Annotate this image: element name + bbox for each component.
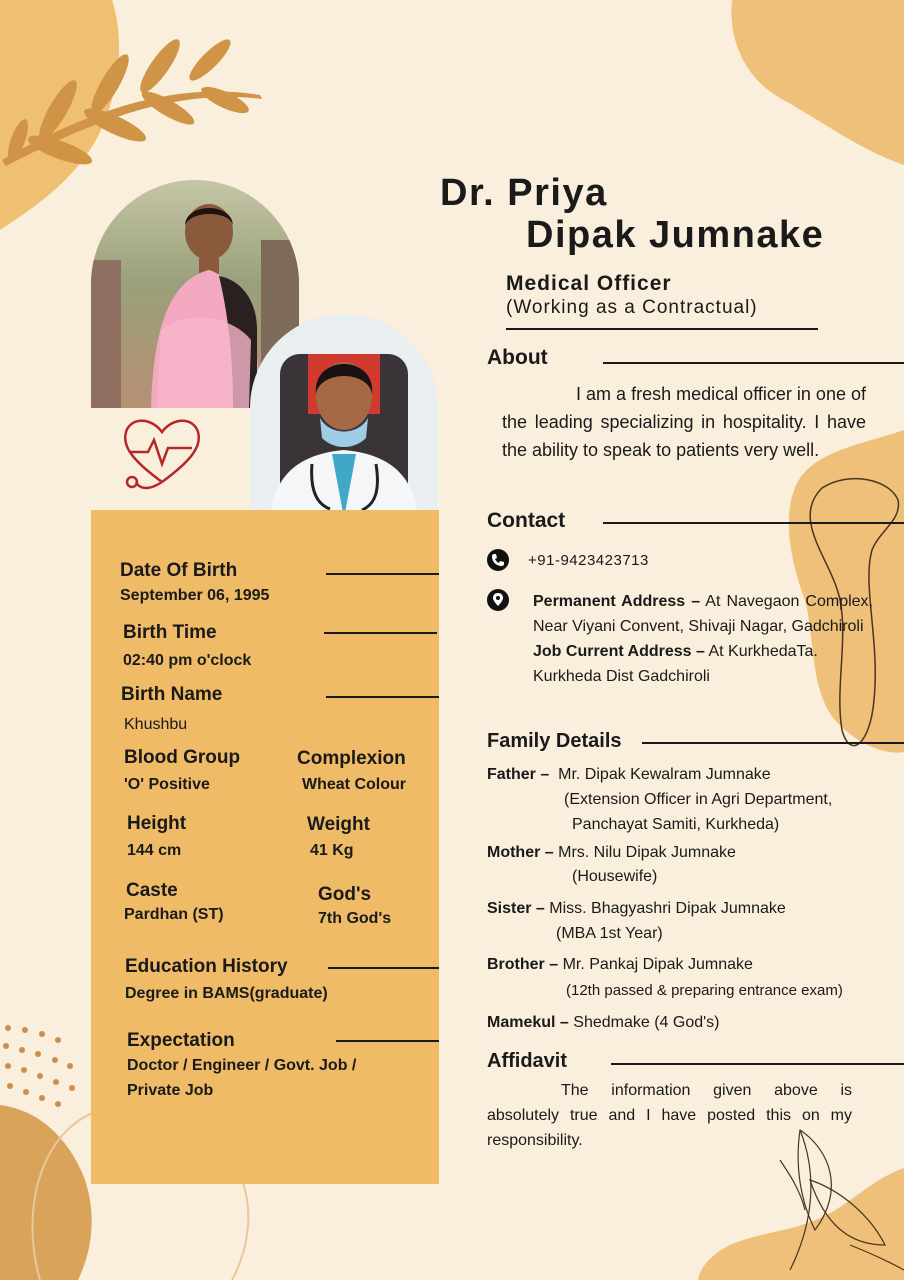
father-name: Mr. Dipak Kewalram Jumnake — [558, 766, 771, 783]
divider — [324, 632, 437, 634]
doctor-silhouette-icon — [250, 314, 438, 518]
divider — [611, 1063, 904, 1065]
education-label: Education History — [125, 956, 288, 977]
mamekul-label: Mamekul – — [487, 1014, 569, 1031]
expectation-label: Expectation — [127, 1030, 235, 1051]
address-block — [533, 589, 873, 689]
mamekul-value: Shedmake (4 God's) — [573, 1014, 720, 1031]
contact-heading: Contact — [487, 509, 566, 532]
divider — [506, 328, 818, 330]
job-address-label: Job Current Address – — [533, 643, 705, 660]
job-title: Medical Officer — [506, 272, 672, 295]
permanent-address-label: Permanent Address – — [533, 593, 701, 610]
birth-name-value: Khushbu — [124, 716, 188, 733]
brother-row — [487, 952, 753, 977]
mother-row — [487, 840, 736, 865]
family-heading: Family Details — [487, 730, 622, 752]
phone-number: +91-9423423713 — [528, 552, 649, 569]
profile-photo-2 — [250, 314, 438, 518]
expectation-value-line2: Private Job — [127, 1082, 214, 1099]
father-row — [487, 762, 771, 787]
height-value: 144 cm — [127, 842, 182, 859]
complexion-label: Complexion — [297, 748, 406, 769]
affidavit-heading: Affidavit — [487, 1050, 567, 1072]
divider — [336, 1040, 439, 1042]
divider — [326, 573, 439, 575]
weight-label: Weight — [307, 814, 370, 835]
complexion-value: Wheat Colour — [302, 776, 406, 793]
about-text: I am a fresh medical officer in one of the leading specializing in hospitality. I have the ability to speak to patients very well. — [502, 384, 866, 460]
gods-label: God's — [318, 884, 372, 905]
weight-value: 41 Kg — [310, 842, 354, 859]
mother-name: Mrs. Nilu Dipak Jumnake — [558, 844, 736, 861]
name-line-1: Dr. Priya — [440, 172, 608, 214]
father-note-2: Panchayat Samiti, Kurkheda) — [572, 816, 780, 833]
divider — [328, 967, 439, 969]
birth-time-label: Birth Time — [123, 622, 217, 643]
brother-label: Brother – — [487, 956, 559, 973]
mother-label: Mother – — [487, 844, 554, 861]
mother-note: (Housewife) — [572, 868, 658, 885]
brother-name: Mr. Pankaj Dipak Jumnake — [562, 956, 753, 973]
birth-time-value: 02:40 pm o'clock — [123, 652, 252, 669]
about-heading: About — [487, 346, 548, 369]
mamekul-row — [487, 1010, 720, 1035]
father-note-1: (Extension Officer in Agri Department, — [564, 791, 833, 808]
brother-note: (12th passed & preparing entrance exam) — [566, 982, 843, 999]
sister-name: Miss. Bhagyashri Dipak Jumnake — [549, 900, 786, 917]
divider — [603, 522, 904, 524]
name-line-2: Dipak Jumnake — [526, 214, 825, 256]
blood-group-value: 'O' Positive — [124, 776, 210, 793]
father-label: Father – — [487, 766, 550, 783]
height-label: Height — [127, 813, 187, 834]
permanent-address-value: At Navegaon Complex, Near Viyani Convent, Shivaji Nagar, Gadchiroli — [533, 593, 874, 635]
dots-decoration — [3, 1025, 75, 1107]
caste-label: Caste — [126, 880, 178, 901]
location-pin-icon — [487, 589, 509, 611]
birth-name-label: Birth Name — [121, 684, 223, 705]
gods-value: 7th God's — [318, 910, 392, 927]
dob-label: Date Of Birth — [120, 560, 238, 581]
dob-value: September 06, 1995 — [120, 587, 270, 604]
bottom-left-blob — [0, 1105, 92, 1280]
divider — [326, 696, 439, 698]
bottom-right-blob — [698, 1168, 904, 1280]
sister-label: Sister – — [487, 900, 545, 917]
blood-group-label: Blood Group — [124, 747, 241, 768]
top-right-blob — [731, 0, 904, 165]
job-title-note: (Working as a Contractual) — [506, 297, 758, 318]
education-value: Degree in BAMS(graduate) — [125, 985, 328, 1002]
job-address — [533, 639, 873, 689]
divider — [642, 742, 904, 744]
phone-icon — [487, 549, 509, 571]
sister-note: (MBA 1st Year) — [556, 925, 663, 942]
job-address-value: At KurkhedaTa. Kurkheda Dist Gadchiroli — [533, 643, 818, 685]
affidavit-text: The information given above is absolutely true and I have posted this on my responsibility. — [487, 1082, 852, 1149]
caste-value: Pardhan (ST) — [124, 906, 224, 923]
expectation-value-line1: Doctor / Engineer / Govt. Job / — [127, 1057, 357, 1074]
divider — [603, 362, 904, 364]
heart-stethoscope-icon — [120, 412, 206, 502]
sister-row — [487, 896, 786, 921]
